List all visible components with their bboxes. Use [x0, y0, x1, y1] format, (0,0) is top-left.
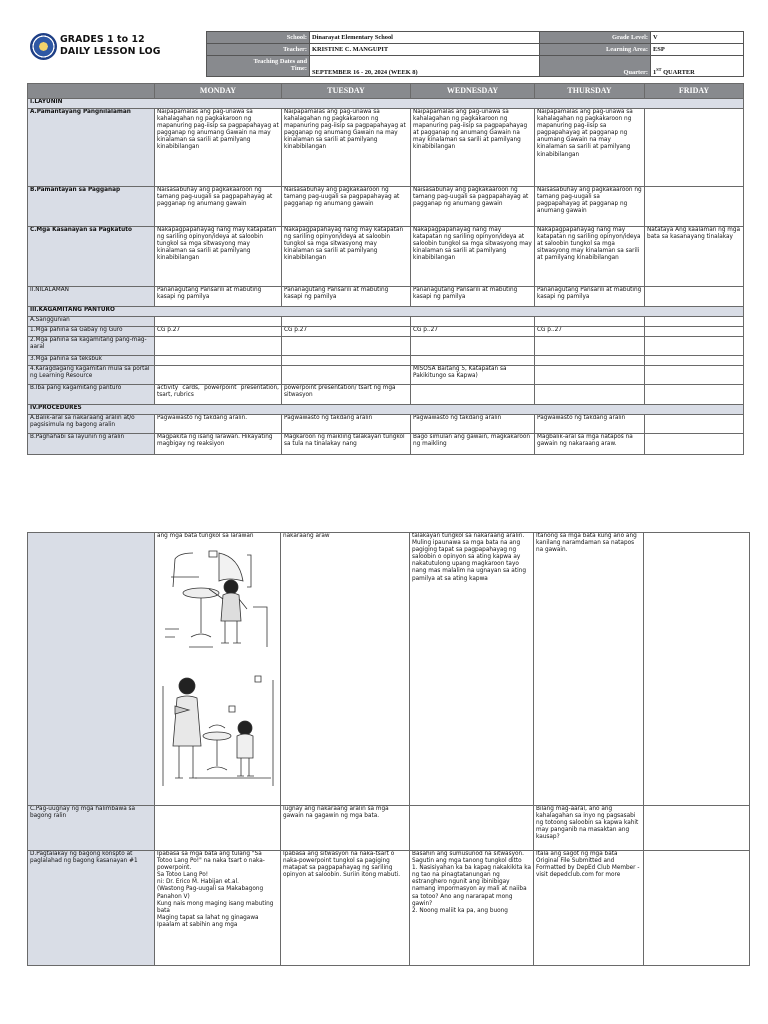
cell-sanggunian-wednesday [411, 317, 535, 327]
cell-b-tuesday: Naisasabuhay ang pagkakaaroon ng tamang pag-uugali sa pagpapahayag at pagganap ng anumang gawain [282, 187, 411, 227]
section-procedures: IV.PROCEDURES [28, 405, 744, 415]
cell-c-thursday: Nakapagpapahayag nang may katapatan ng sariling opinyon/ideya at saloobin tungkol sa mga sitwasyong may kinalaman sa sarili at pamilyang kinabibilangan [535, 227, 645, 287]
cell-balik-aral-monday: Pagwawasto ng takdang aralin. [155, 415, 282, 434]
cell-paghahabi-friday [645, 434, 744, 455]
doc-title-line1: GRADES 1 to 12 [60, 34, 145, 45]
cell-c-monday: Nakapagpapahayag nang may katapatan ng sariling opinyon/ideya at saloobin tungkol sa mga sitwasyong may kinalaman sa sarili at pamilyang kinabibilangan [155, 227, 282, 287]
cell-lr-monday [155, 366, 282, 385]
cell-lr-tuesday [282, 366, 411, 385]
cell-pag-uugnay-friday [644, 806, 750, 851]
cell-teksbuk-friday [645, 356, 744, 366]
cell-teksbuk-tuesday [282, 356, 411, 366]
cell-pag-uugnay-wednesday [410, 806, 534, 851]
teacher-label: Teacher: [207, 44, 310, 56]
cell-a-monday: Naipapamalas ang pag-unawa sa kahalagahan ng pagkakaroon ng mapanuring pag-iisip sa pagpapahayag at pagganap ng anumang Gawain na may kinalaman sa sarili at pamilyang kinabibilangan [155, 109, 282, 187]
cell-pang-mag-aaral-thursday [535, 337, 645, 356]
dates-label [207, 56, 310, 77]
row-label-nilalaman: II.NILALAMAN [28, 287, 155, 307]
lesson-log-table-continued [27, 532, 750, 966]
row-label-kasanayan-sa-pagkatuto: C.Mga Kasanayan sa Pagkatuto [28, 227, 155, 287]
cell-balik-aral-thursday: Pagwawasto ng takdang aralin [535, 415, 645, 434]
cell-a-thursday: Naipapamalas ang pag-unawa sa kahalagahan ng pagkakaroon ng mapanuring pag-iisip sa pagpapahayag at pagganap ng anumang Gawain na may kinalaman sa sarili at pamilyang kinabibilangan [535, 109, 645, 187]
day-header-blank [28, 84, 155, 99]
cell-iba-pang-kagamitan-monday: activity cards, powerpoint presentation, tsart, rubrics [155, 385, 282, 405]
dates-label-line1: Teaching Dates and [253, 58, 307, 66]
cell-continued-tuesday: nakaraang araw [281, 533, 410, 806]
child-at-table-illustration [159, 547, 277, 659]
cell-paghahabi-wednesday: Bago simulan ang gawain, magkakaroon ng maikling [411, 434, 535, 455]
cell-a-wednesday: Naipapamalas ang pag-unawa sa kahalagahan ng pagkakaroon ng mapanuring pag-iisip sa pagpapahayag at pagganap ng anumang Gawain na may kinalaman sa sarili at pamilyang kinabibilangan [411, 109, 535, 187]
cell-nilalaman-thursday: Pananagutang Pansarili at mabuting kasapi ng pamilya [535, 287, 645, 307]
cell-nilalaman-monday: Pananagutang Pansarili at mabuting kasapi ng pamilya [155, 287, 282, 307]
row-label-kagamitang-pang-mag-aaral: 2.Mga pahina sa kagamitang pang-mag-aaral [28, 337, 155, 356]
cell-pag-uugnay-monday [155, 806, 281, 851]
children-at-table-illustration [159, 666, 277, 796]
cell-pagtalakay-monday: Ipabasa sa mga bata ang tulang "Sa Totoo Lang Po!" na naka tsart o naka- powerpoint. Sa Totoo Lang Po! ni: Dr. Erico M. Habijan et.al. (Wastong Pag-uugali sa Makabagong Panahon V) Kung nais mong maging isang mabuting bata Maging tapat sa lahat ng ginagawa Ipaalam at sabihin ang mga [155, 851, 281, 966]
cell-teksbuk-monday [155, 356, 282, 366]
cell-iba-pang-kagamitan-wednesday [411, 385, 535, 405]
row-label-learning-resource: 4.Karagdagang kagamitan mula sa portal ng Learning Resource [28, 366, 155, 385]
cell-a-tuesday: Naipapamalas ang pag-unawa sa kahalagahan ng pagkakaroon ng mapanuring pag-iisip sa pagpapahayag at pagganap ng anumang Gawain na may kinalaman sa sarili at pamilyang kinabibilangan [282, 109, 411, 187]
cell-teksbuk-thursday [535, 356, 645, 366]
continued-monday-text: ang mga bata tungkol sa larawan [157, 533, 254, 539]
school-value: Dinarayat Elementary School [310, 32, 540, 44]
school-label: School: [207, 32, 310, 44]
cell-sanggunian-tuesday [282, 317, 411, 327]
section-kagamitang-panturo: III.KAGAMITANG PANTURO [28, 307, 744, 317]
row-label-iba-pang-kagamitan: B.Iba pang kagamitang panturo [28, 385, 155, 405]
cell-teksbuk-wednesday [411, 356, 535, 366]
cell-pagtalakay-friday [644, 851, 750, 966]
cell-paghahabi-tuesday: Magkaroon ng maikling talakayan tungkol sa tula na tinalakay nang [282, 434, 411, 455]
cell-balik-aral-friday [645, 415, 744, 434]
continued-row-label [28, 533, 155, 806]
row-label-pagtalakay: D.Pagtalakay ng bagong konspto at paglalahad ng bagong kasanayan #1 [28, 851, 155, 966]
teacher-value: KRISTINE C. MANGUPIT [310, 44, 540, 56]
cell-balik-aral-tuesday: Pagwawasto ng takdang aralin [282, 415, 411, 434]
cell-c-friday: Natataya Ang kaalaman ng mga bata sa kasanayang tinalakay [645, 227, 744, 287]
cell-c-wednesday: Nakapagpapahayag nang may katapatan ng sariling opinyon/ideya at saloobin tungkol sa mga sitwasyong may kinalaman sa sarili at pamilyang kinabibilangan [411, 227, 535, 287]
quarter-word: QUARTER [661, 68, 695, 76]
cell-b-friday [645, 187, 744, 227]
area-label: Learning Area: [540, 44, 651, 56]
cell-b-thursday: Naisasabuhay ang pagkakaaroon ng tamang pag-uugali sa pagpapahayag at pagganap ng anumang gawain [535, 187, 645, 227]
area-value: ESP [651, 44, 744, 56]
cell-nilalaman-wednesday: Pananagutang Pansarili at mabuting kasapi ng pamilya [411, 287, 535, 307]
cell-paghahabi-monday: Magpakita ng isang larawan. Hikayating magbigay ng reaksiyon [155, 434, 282, 455]
row-label-sanggunian: A.Sanggunian [28, 317, 155, 327]
day-header-wednesday: WEDNESDAY [411, 84, 535, 99]
section-layunin: I.LAYUNIN [28, 99, 744, 109]
cell-sanggunian-friday [645, 317, 744, 327]
row-label-paghahabi: B.Paghahabi sa layunin ng aralin [28, 434, 155, 455]
day-header-monday: MONDAY [155, 84, 282, 99]
row-label-pag-uugnay: C.Pag-uugnay ng mga halimbawa sa bagong ralin [28, 806, 155, 851]
cell-nilalaman-friday [645, 287, 744, 307]
cell-lr-friday [645, 366, 744, 385]
cell-a-friday [645, 109, 744, 187]
quarter-label: Quarter: [540, 56, 651, 77]
cell-gabay-thursday: CG p..27 [535, 327, 645, 337]
cell-balik-aral-wednesday: Pagwawasto ng takdang aralin [411, 415, 535, 434]
cell-pagtalakay-thursday: Itala ang sagot ng mga bata Original File Submitted and Formatted by DepEd Club Member - visit depedclub.com for more [534, 851, 644, 966]
cell-sanggunian-thursday [535, 317, 645, 327]
cell-pag-uugnay-tuesday: Iugnay ang nakaraang aralin sa mga gawain na gagawin ng mga bata. [281, 806, 410, 851]
cell-b-monday: Naisasabuhay ang pagkakaaroon ng tamang pag-uugali sa pagpapahayag at pagganap ng anumang gawain [155, 187, 282, 227]
cell-gabay-wednesday: CG p..27 [411, 327, 535, 337]
cell-lr-thursday [535, 366, 645, 385]
header-info-table [206, 31, 744, 77]
cell-iba-pang-kagamitan-thursday [535, 385, 645, 405]
quarter-suffix: ST [656, 66, 662, 72]
cell-pag-uugnay-thursday: Bilang mag-aaral, ano ang kahalagahan sa inyo ng pagsasabi ng totoong saloobin sa kapwa kahit may panganib na masaktan ang kausap? [534, 806, 644, 851]
row-label-gabay-ng-guro: 1.Mga pahina sa Gabay ng Guro [28, 327, 155, 337]
dates-label-line2: Time: [290, 65, 307, 72]
cell-paghahabi-thursday: Magbalik-aral sa mga natapos na gawain ng nakaraang araw. [535, 434, 645, 455]
cell-pagtalakay-tuesday: Ipabasa ang sitwasyon na naka-tsart o naka-powerpoint tungkol sa pagiging matapat sa pagpapahayag ng sariling opinyon at saloobin. Suriin itong mabuti. [281, 851, 410, 966]
cell-sanggunian-monday [155, 317, 282, 327]
cell-gabay-friday [645, 327, 744, 337]
cell-continued-wednesday: talakayan tungkol sa nakaraang aralin. Muling ipaunawa sa mga bata na ang pagiging tapat sa pagpapahayag ng saloobin o opinyon sa ating kapwa ay nakatutulong upang magkaroon tayo nang mas malalim na ugnayan sa ating pamilya at sa ating kapwa [410, 533, 534, 806]
quarter-value [651, 56, 744, 77]
day-header-thursday: THURSDAY [535, 84, 645, 99]
grade-label: Grade Level: [540, 32, 651, 44]
row-label-teksbuk: 3.Mga pahina sa teksbuk [28, 356, 155, 366]
cell-continued-friday [644, 533, 750, 806]
quarter-number: 1 [653, 68, 657, 76]
doc-title-line2: DAILY LESSON LOG [60, 46, 161, 57]
cell-pagtalakay-wednesday: Basahin ang sumusunod na sitwasyon. Sagutin ang mga tanong tungkol ditto 1. Nasisiyahan ka ba kapag nakakikita ka ng tao na pinagtatanungan ng estranghero ngunit ang ibinibigay namang impormasyon ay mali at naiiba sa totoo? Ano ang nararapat mong gawin? 2. Noong maliit ka pa, ang buong [410, 851, 534, 966]
cell-lr-wednesday: MISOSA Baitang 5, Katapatan sa Pakikitungo sa Kapwa) [411, 366, 535, 385]
row-label-pamantayan-sa-pagganap: B.Pamantayan sa Pagganap [28, 187, 155, 227]
cell-nilalaman-tuesday: Pananagutang Pansarili at mabuting kasapi ng pamilya [282, 287, 411, 307]
cell-gabay-monday: CG p.27 [155, 327, 282, 337]
lesson-log-table [27, 83, 744, 455]
cell-c-tuesday: Nakapagpapahayag nang may katapatan ng sariling opinyon/ideya at saloobin tungkol sa mga sitwasyong may kinalaman sa sarili at pamilyang kinabibilangan [282, 227, 411, 287]
dates-value: SEPTEMBER 16 - 20, 2024 (WEEK 8) [310, 56, 540, 77]
cell-iba-pang-kagamitan-friday [645, 385, 744, 405]
day-header-tuesday: TUESDAY [282, 84, 411, 99]
cell-pang-mag-aaral-wednesday [411, 337, 535, 356]
cell-pang-mag-aaral-tuesday [282, 337, 411, 356]
cell-continued-monday [155, 533, 281, 806]
grade-value: V [651, 32, 744, 44]
row-label-pamantayang-pangnilalaman: A.Pamantayang Pangnilalaman [28, 109, 155, 187]
row-label-balik-aral: A.Balik-aral sa nakaraang aralin at/o pagsisimula ng bagong aralin [28, 415, 155, 434]
day-header-friday: FRIDAY [645, 84, 744, 99]
deped-seal-icon [30, 33, 57, 60]
cell-continued-thursday: Itanong sa mga bata kung ano ang kanilang naramdaman sa natapos na gawain. [534, 533, 644, 806]
cell-b-wednesday: Naisasabuhay ang pagkakaaroon ng tamang pag-uugali sa pagpapahayag at pagganap ng anumang gawain [411, 187, 535, 227]
cell-gabay-tuesday: CG p.27 [282, 327, 411, 337]
cell-pang-mag-aaral-monday [155, 337, 282, 356]
cell-iba-pang-kagamitan-tuesday: powerpoint presentation/ tsart ng mga sitwasyon [282, 385, 411, 405]
cell-pang-mag-aaral-friday [645, 337, 744, 356]
